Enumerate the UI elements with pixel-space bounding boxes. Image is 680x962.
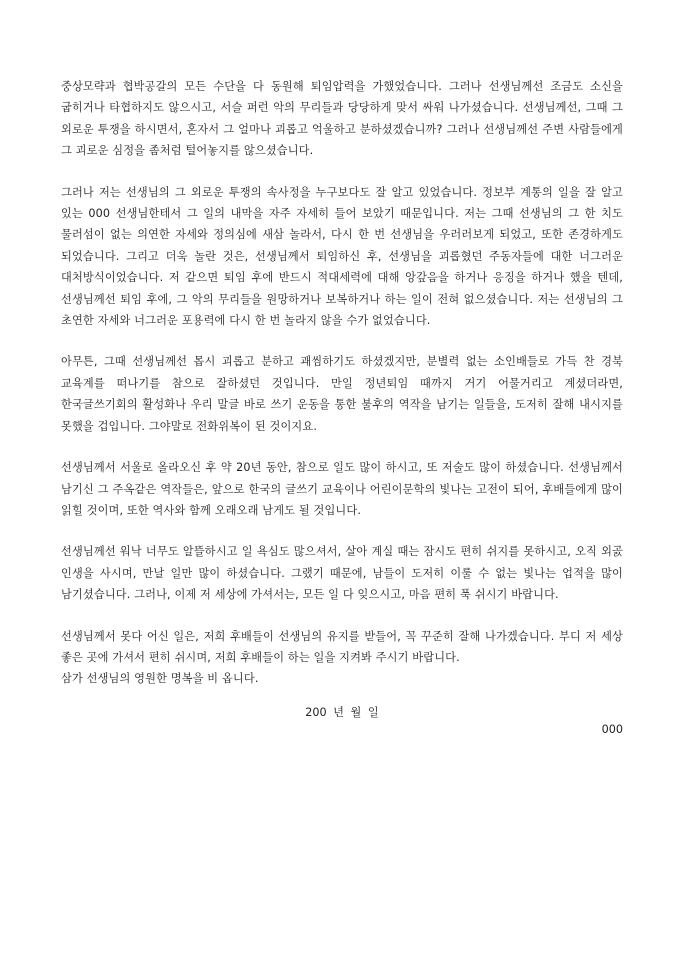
letter-page (61, 76, 623, 736)
paragraph-2: 그러나 저는 선생님의 그 외로운 투쟁의 속사정을 누구보다도 잘 알고 있었습니다. 정보부 계통의 일을 잘 알고 있는 000 선생님한테서 그 일의 내막을 자주 자세히 들어 보았기 때문입니다. 저는 그때 선생님의 그 한 치도 물러섬이 없는 의연한 자세와 정의심에 새삼 놀라서, 다시 한 번 선생님을 우러러보게 되었고, 또한 존경하게도 되었습니다. 그리고 더욱 놀란 것은, 선생님께서 퇴임하신 후, 선생님을 괴롭혔던 주동자들에 대한 너그러운 대처방식이었습니다. 저 같으면 퇴임 후에 반드시 적대세력에 대해 앙갚음을 하거나 응징을 하거나 했을 텐데, 선생님께선 퇴임 후에, 그 악의 무리들을 원망하거나 보복하거나 하는 일이 전혀 없으셨습니다. 저는 선생님의 그 초연한 자세와 너그러운 포용력에 다시 한 번 놀라지 않을 수가 없었습니다. (61, 185, 623, 328)
closing-line: 삼가 선생님의 영원한 명복을 비 옵니다. (61, 672, 259, 686)
paragraph-3: 아무튼, 그때 선생님께선 몹시 괴롭고 분하고 괘씸하기도 하셨겠지만, 분별력 없는 소인배들로 가득 찬 경북 교육계를 떠나기를 참으로 잘하셨던 것입니다. 만일 정년퇴임 때까지 거기 어물거리고 계셨더라면, 한국글쓰기회의 활성화나 우리 말글 바로 쓰기 운동을 통한 불후의 역작을 남기는 일들을, 도저히 잘해 내시지를 못했을 겁입니다. 그야말로 전화위복이 된 것이지요. (61, 355, 623, 433)
paragraph-5: 선생님께선 워낙 너무도 알뜰하시고 일 욕심도 많으셔서, 살아 계실 때는 잠시도 편히 쉬지를 못하시고, 오직 외곬 인생을 사시며, 만날 일만 많이 하셨습니다. 그랬기 때문에, 남들이 도저히 이룰 수 없는 빛나는 업적을 많이 남기셨습니다. 그러나, 이제 저 세상에 가셔서는, 모든 일 다 잊으시고, 마음 편히 푹 쉬시기 바랍니다. (61, 545, 623, 602)
paragraph-1: 중상모략과 협박공갈의 모든 수단을 다 동원해 퇴임압력을 가했었습니다. 그러나 선생님께선 조금도 소신을 굽히거나 타협하지도 않으시고, 서슬 퍼런 악의 무리들과 당당하게 맞서 싸워 나가셨습니다. 선생님께선, 그때 그 외로운 투쟁을 하시면서, 혼자서 그 얼마나 괴롭고 억울하고 분하셨겠습니까? 그러나 선생님께선 주변 사람들에게 그 괴로운 심정을 좀처럼 털어놓지를 않으셨습니다. (61, 80, 623, 158)
paragraph-4: 선생님께서 서울로 올라오신 후 약 20년 동안, 참으로 일도 많이 하시고, 또 저술도 많이 하셨습니다. 선생님께서 남기신 그 주옥같은 역작들은, 앞으로 한국의 글쓰기 교육이나 어린이문학의 빛나는 고전이 되어, 후배들에게 많이 읽힐 것이며, 또한 역사와 함께 오래오래 남게도 될 것입니다. (61, 461, 623, 517)
paragraph-6: 선생님께서 못다 어신 일은, 저희 후배들이 선생님의 유지를 받들어, 꼭 꾸준히 잘해 나가겠습니다. 부디 저 세상 좋은 곳에 가셔서 편히 쉬시며, 저희 후배들이 하는 일을 지켜봐 주시기 바랍니다. (61, 629, 623, 664)
date-line: 200 년 월 일 (305, 705, 379, 719)
signature: 000 (601, 722, 623, 736)
